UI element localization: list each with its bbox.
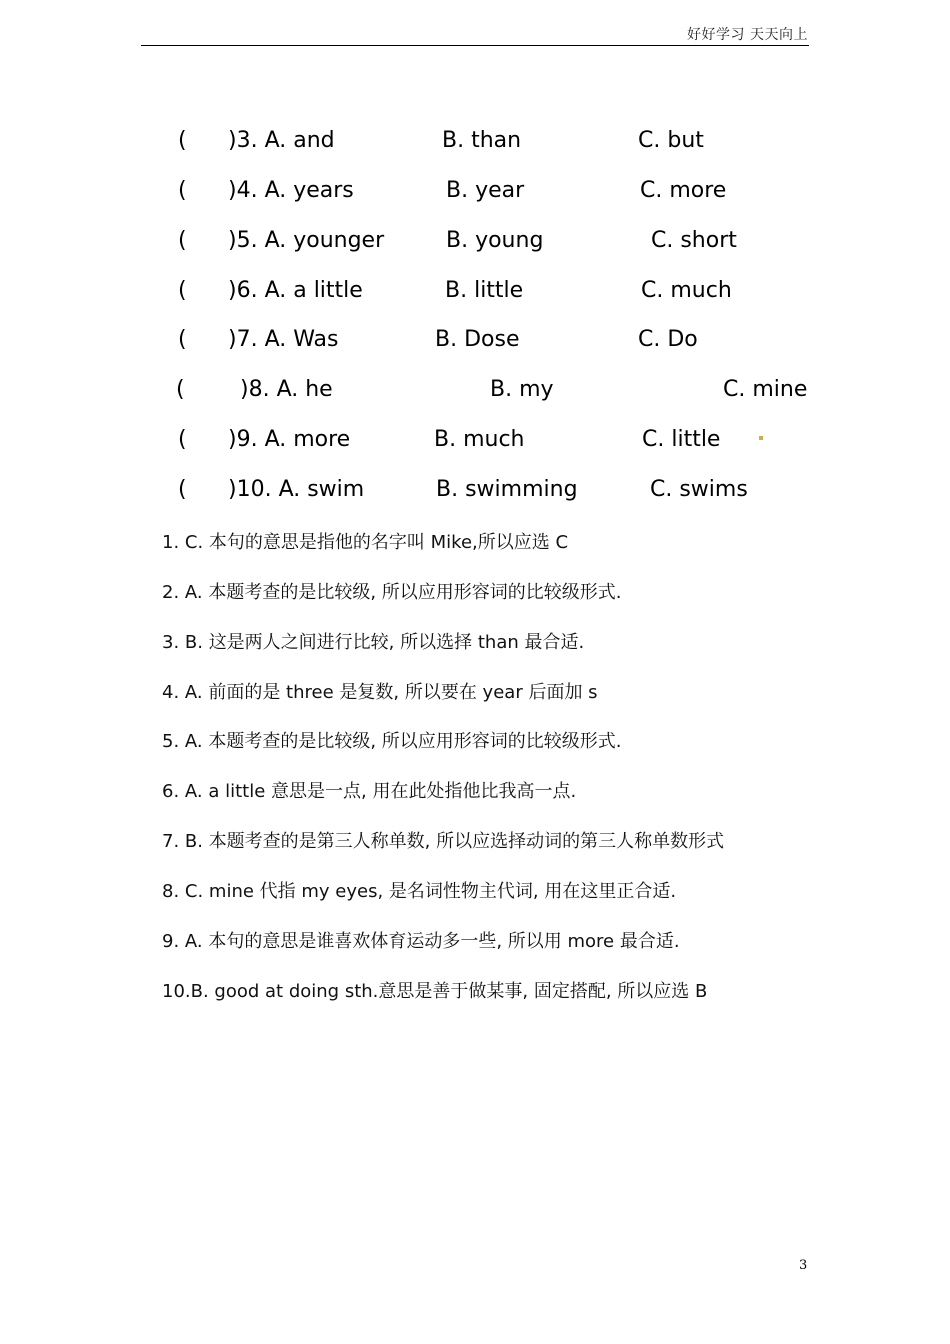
explanation-line: 7. B. 本题考查的是第三人称单数, 所以应选择动词的第三人称单数形式: [162, 831, 725, 852]
question-row: [0, 427, 950, 457]
explanation-line: 2. A. 本题考查的是比较级, 所以应用形容词的比较级形式.: [162, 582, 622, 603]
question-option-a: )5. A. younger: [228, 228, 385, 253]
question-option-a: )6. A. a little: [228, 278, 363, 303]
question-option-b: B. little: [445, 278, 524, 303]
question-option-c: C. but: [638, 128, 704, 153]
header-motto: 好好学习 天天向上: [687, 27, 808, 43]
question-option-c: C. short: [651, 228, 737, 253]
question-option-b: B. than: [442, 128, 522, 153]
question-option-a: )3. A. and: [228, 128, 335, 153]
question-option-b: B. much: [434, 427, 525, 452]
question-row: [0, 477, 950, 507]
answer-blank-open: (: [178, 477, 187, 502]
question-option-b: B. year: [446, 178, 525, 203]
stray-mark: [759, 436, 763, 440]
question-option-c: C. much: [641, 278, 732, 303]
answer-blank-open: (: [178, 327, 187, 352]
question-row: [0, 377, 950, 407]
question-option-c: C. more: [640, 178, 727, 203]
question-row: [0, 228, 950, 258]
question-option-c: C. little: [642, 427, 721, 452]
answer-blank-open: (: [178, 128, 187, 153]
explanation-line: 10.B. good at doing sth.意思是善于做某事, 固定搭配, 所以应选 B: [162, 981, 708, 1002]
page-number: 3: [799, 1258, 808, 1273]
answer-blank-open: (: [176, 377, 185, 402]
question-option-a: )4. A. years: [228, 178, 354, 203]
question-option-a: )8. A. he: [240, 377, 333, 402]
question-row: [0, 327, 950, 357]
question-option-b: B. young: [446, 228, 544, 253]
explanation-line: 5. A. 本题考查的是比较级, 所以应用形容词的比较级形式.: [162, 731, 622, 752]
question-row: [0, 128, 950, 158]
answer-blank-open: (: [178, 228, 187, 253]
explanation-line: 1. C. 本句的意思是指他的名字叫 Mike,所以应选 C: [162, 532, 569, 553]
explanation-line: 6. A. a little 意思是一点, 用在此处指他比我高一点.: [162, 781, 577, 802]
question-option-b: B. my: [490, 377, 554, 402]
explanation-line: 3. B. 这是两人之间进行比较, 所以选择 than 最合适.: [162, 632, 585, 653]
question-row: [0, 278, 950, 308]
question-row: [0, 178, 950, 208]
answer-blank-open: (: [178, 278, 187, 303]
answer-blank-open: (: [178, 178, 187, 203]
question-option-c: C. mine: [723, 377, 808, 402]
question-option-a: )7. A. Was: [228, 327, 339, 352]
question-option-a: )10. A. swim: [228, 477, 365, 502]
question-option-b: B. Dose: [435, 327, 520, 352]
answer-blank-open: (: [178, 427, 187, 452]
explanation-line: 4. A. 前面的是 three 是复数, 所以要在 year 后面加 s: [162, 682, 598, 703]
explanation-line: 8. C. mine 代指 my eyes, 是名词性物主代词, 用在这里正合适.: [162, 881, 677, 902]
question-option-b: B. swimming: [436, 477, 578, 502]
header-divider: [141, 45, 809, 46]
question-option-a: )9. A. more: [228, 427, 351, 452]
question-option-c: C. Do: [638, 327, 698, 352]
explanation-line: 9. A. 本句的意思是谁喜欢体育运动多一些, 所以用 more 最合适.: [162, 931, 680, 952]
question-option-c: C. swims: [650, 477, 748, 502]
